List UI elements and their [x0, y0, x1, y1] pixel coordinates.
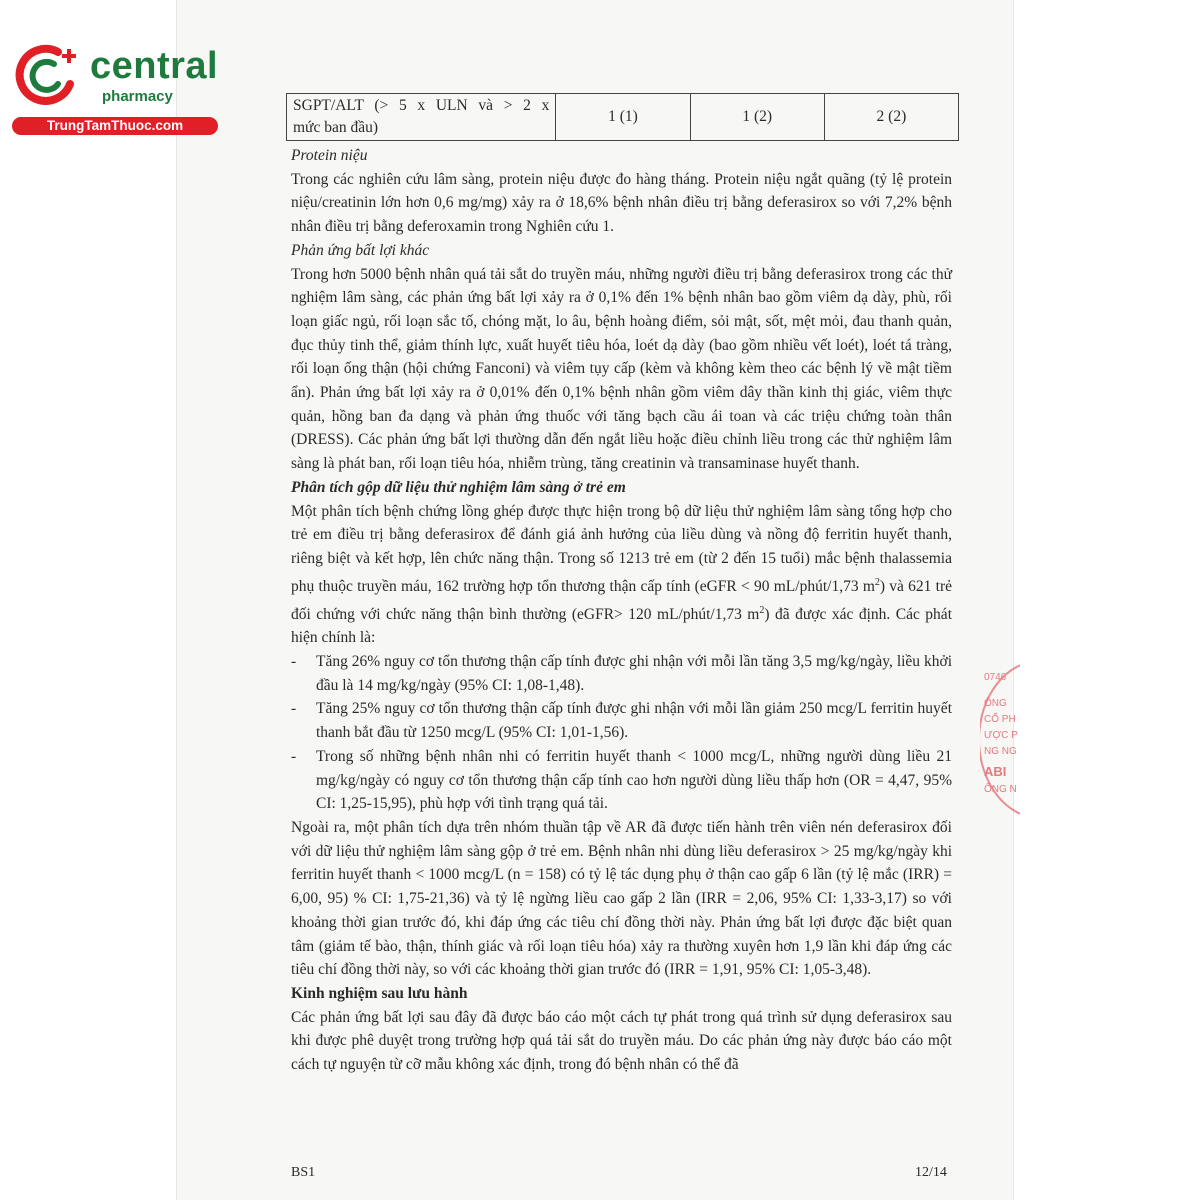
adverse-events-table: [286, 93, 959, 141]
pooled-text-b: ) và 621 trẻ đối chứng với chức năng thận bình thường (eGFR> 120 mL/phút/1,73 m: [291, 577, 953, 623]
paragraph-postmarketing: Các phản ứng bất lợi sau đây đã được báo cáo một cách tự phát trong quá trình sử dụng deferasirox sau khi được phê duyệt trong trường hợp quá tải sắt do truyền máu. Do các phản ứng này được báo cáo một cách tự nguyện từ cỡ mẫu không xác định, trong đó bệnh nhân có thể đã: [291, 1008, 952, 1074]
superscript: 2: [759, 604, 765, 616]
document-body: [291, 144, 952, 1077]
table-row: [287, 94, 959, 141]
stamp-text: NG NG: [984, 746, 1017, 757]
paragraph-pooled-cohort: Ngoài ra, một phân tích dựa trên nhóm thuần tập về AR đã được tiến hành trên viên nén deferasirox đối với dữ liệu thử nghiệm lâm sàng gộp ở trẻ em. Bệnh nhân nhi dùng liều deferasirox > 25 mg/kg/ngày khi ferritin huyết thanh < 1000 mcg/L (n = 158) có tỷ lệ tác dụng phụ ở thận cao gấp 6 lần (tỷ lệ mắc (IRR) = 6,00, 95) % CI: 1,75-21,36) và tỷ lệ ngừng liều cao gấp 2 lần (IRR = 2,06, 95% CI: 1,33-3,17) so với khoảng thời gian trước đó, khi đáp ứng các tiêu chí đồng thời này. Phản ứng bất lợi được đặc biệt quan tâm (giảm tế bào, thận, thính giác và rối loạn tiêu hóa) xảy ra thường xuyên hơn 1,9 lần khi đáp ứng các tiêu chí đồng thời này, so với các khoảng thời gian trước đó (IRR = 1,91, 95% CI: 1,05-3,48).: [291, 819, 952, 979]
paragraph-other-adverse: Trong hơn 5000 bệnh nhân quá tải sắt do truyền máu, những người điều trị bằng deferasirox trong các thử nghiệm lâm sàng, các phản ứng bất lợi xảy ra ở 0,1% đến 1% bệnh nhân bao gồm viêm dạ dày, phù, rối loạn giấc ngủ, rối loạn sắc tố, chóng mặt, lo âu, bệnh hoàng điểm, sỏi mật, sốt, mệt mỏi, đau thanh quản, đục thủy tinh thể, giảm thính lực, xuất huyết tiêu hóa, loét dạ dày (bao gồm nhiều vết loét), loét tá tràng, rối loạn ống thận (hội chứng Fanconi) và viêm tụy cấp (kèm và không kèm theo các bệnh lý về mật tiềm ẩn). Phản ứng bất lợi xảy ra ở 0,01% đến 0,1% bệnh nhân gồm viêm dây thần kinh thị giác, viêm thực quản, hồng ban đa dạng và phản ứng thuốc với tăng bạch cầu ái toan và các triệu chứng toàn thân (DRESS). Các phản ứng bất lợi thường dẫn đến ngắt liều hoặc điều chỉnh liều trong các thử nghiệm lâm sàng là phát ban, rối loạn tiêu hóa, nhiễm trùng, tăng creatinin và transaminase huyết thanh.: [291, 265, 952, 473]
table-cell-value: 1 (1): [556, 94, 690, 141]
list-item: - Tăng 25% nguy cơ tổn thương thận cấp tính được ghi nhận với mỗi lần giảm 250 mcg/L ferritin huyết thanh bắt đầu từ 1250 mcg/L (95% CI: 1,01-1,56).: [291, 697, 952, 744]
findings-list: [291, 650, 952, 816]
stamp-text: ÔNG: [984, 698, 1007, 709]
paragraph-protein: Trong các nghiên cứu lâm sàng, protein niệu được đo hàng tháng. Protein niệu ngắt quãng (tỷ lệ protein niệu/creatinin lớn hơn 0,6 mg/mg) xảy ra ở 18,6% bệnh nhân điều trị bằng deferasirox so với 7,2% bệnh nhân điều trị bằng deferoxamin trong Nghiên cứu 1.: [291, 170, 952, 236]
stamp-text: 0746: [984, 672, 1007, 683]
stamp-text: ƯỢC P: [984, 730, 1018, 741]
logo-subtitle: pharmacy: [102, 88, 173, 105]
table-label-line2: mức ban đầu): [293, 119, 379, 136]
table-cell-value: 1 (2): [690, 94, 824, 141]
paragraph-pooled-intro: [291, 500, 952, 651]
table-cell-value: 2 (2): [824, 94, 958, 141]
stamp-text: CỔ PH: [984, 714, 1016, 725]
section-heading-pooled-analysis: Phân tích gộp dữ liệu thử nghiệm lâm sàng ở trẻ em: [291, 478, 626, 496]
stamp-text: ỐNG N: [984, 784, 1017, 795]
table-cell-label: [287, 94, 556, 141]
pharmacy-logo[interactable]: [10, 38, 219, 138]
logo-website-url[interactable]: TrungTamThuoc.com: [12, 117, 218, 135]
logo-brand-name: central: [90, 45, 219, 87]
table-label-line1: SGPT/ALT (> 5 x ULN và > 2 x: [293, 97, 550, 114]
pooled-text-c: ) đã được xác định. Các phát hiện chính là:: [291, 605, 952, 647]
stamp-text: ABI: [984, 764, 1007, 779]
list-item: - Trong số những bệnh nhân nhi có ferritin huyết thanh < 1000 mcg/L, những người dùng liều 21 mg/kg/ngày có nguy cơ tổn thương thận cấp tính cao hơn người dùng liều thấp hơn (OR = 4,47, 95% CI: 1,25-15,95), phù hợp với tình trạng quá tải.: [291, 745, 952, 816]
pooled-text-a: Một phân tích bệnh chứng lồng ghép được thực hiện trong bộ dữ liệu thử nghiệm lâm sàng tổng hợp cho trẻ em điều trị bằng deferasirox để đánh giá ảnh hưởng của liều dùng và nồng độ ferritin huyết thanh, riêng biệt và kết hợp, lên chức năng thận. Trong số 1213 trẻ em (từ 2 đến 15 tuổi) mắc bệnh thalassemia phụ thuộc truyền máu, 162 trường hợp tổn thương thận cấp tính (eGFR < 90 mL/phút/1,73 m: [291, 502, 952, 595]
superscript: 2: [874, 576, 880, 588]
section-heading-other-adverse: Phản ứng bất lợi khác: [291, 241, 430, 259]
footer-code: BS1: [291, 1165, 316, 1180]
company-stamp: [980, 660, 1020, 820]
central-pharmacy-logo-icon: [12, 40, 80, 108]
list-item: - Tăng 26% nguy cơ tổn thương thận cấp tính được ghi nhận với mỗi lần tăng 3,5 mg/kg/ngày, liều khởi đầu là 14 mg/kg/ngày (95% CI: 1,08-1,48).: [291, 650, 952, 697]
section-heading-protein: Protein niệu: [291, 147, 368, 164]
section-heading-postmarketing: Kinh nghiệm sau lưu hành: [291, 984, 468, 1002]
page-number: 12/14: [915, 1165, 947, 1180]
